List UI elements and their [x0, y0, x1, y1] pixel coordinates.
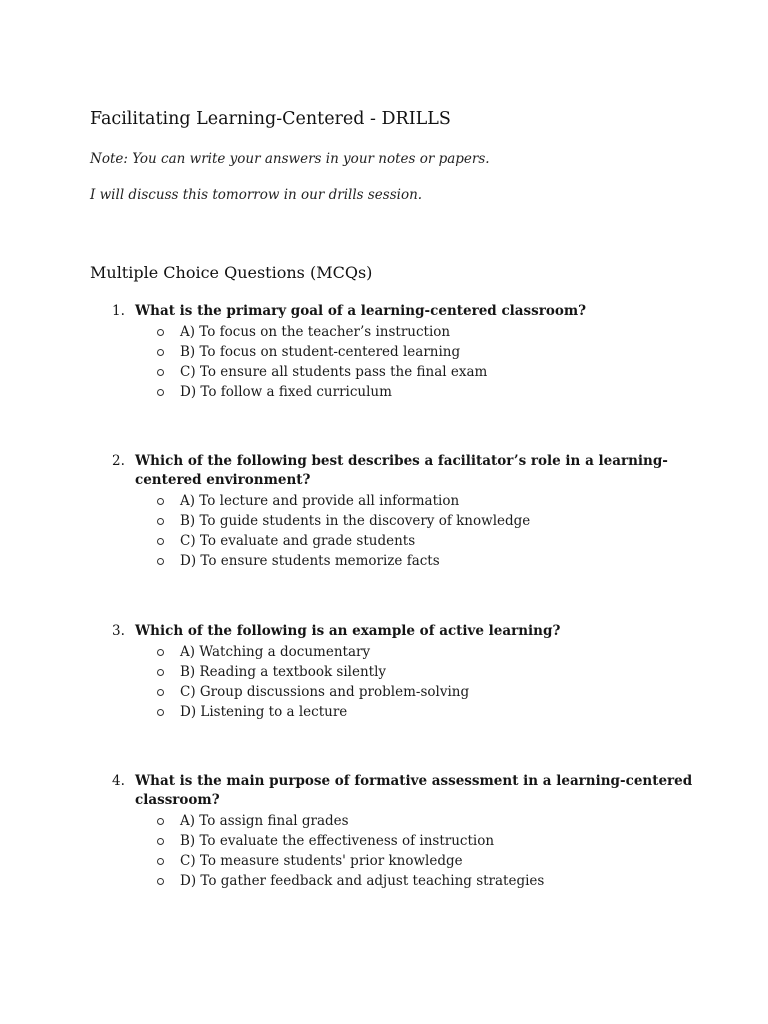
hollow-circle-bullet-icon — [157, 709, 164, 716]
question-3-stem — [90, 622, 730, 641]
question-1-option-b — [90, 342, 730, 362]
question-3-text: Which of the following is an example of active learning? — [135, 623, 561, 639]
hollow-circle-bullet-icon — [157, 558, 164, 565]
option-text: D) To follow a fixed curriculum — [180, 384, 392, 400]
hollow-circle-bullet-icon — [157, 878, 164, 885]
question-2 — [90, 452, 730, 571]
question-1-option-c — [90, 362, 730, 382]
question-2-option-c — [90, 531, 730, 551]
question-4-text: What is the main purpose of formative assessment in a learning-centered classroom? — [135, 773, 693, 808]
question-1-text: What is the primary goal of a learning-centered classroom? — [135, 303, 587, 319]
question-2-options — [90, 491, 730, 571]
question-1 — [90, 302, 730, 402]
question-4-option-b — [90, 831, 730, 851]
document-page — [90, 0, 730, 1024]
question-3-options — [90, 642, 730, 722]
question-3-number: 3. — [112, 623, 125, 639]
question-1-stem — [90, 302, 730, 321]
option-text: A) To focus on the teacher’s instruction — [180, 324, 451, 340]
option-text: B) To evaluate the effectiveness of instruction — [180, 833, 495, 849]
option-text: B) To focus on student-centered learning — [180, 344, 461, 360]
question-2-option-b — [90, 511, 730, 531]
question-4 — [90, 772, 730, 891]
option-text: C) To ensure all students pass the final exam — [180, 364, 488, 380]
question-2-text: Which of the following best describes a facilitator’s role in a learning-centered environment? — [135, 453, 668, 488]
option-text: D) Listening to a lecture — [180, 704, 348, 720]
question-2-option-d — [90, 551, 730, 571]
hollow-circle-bullet-icon — [157, 498, 164, 505]
option-text: C) To measure students' prior knowledge — [180, 853, 463, 869]
note-discussion: I will discuss this tomorrow in our drills session. — [90, 187, 423, 203]
question-2-number: 2. — [112, 453, 125, 469]
question-4-option-a — [90, 811, 730, 831]
question-4-number: 4. — [112, 773, 125, 789]
option-text: D) To ensure students memorize facts — [180, 553, 440, 569]
note-instructions: Note: You can write your answers in your notes or papers. — [90, 151, 490, 167]
option-text: C) To evaluate and grade students — [180, 533, 416, 549]
option-text: C) Group discussions and problem-solving — [180, 684, 470, 700]
hollow-circle-bullet-icon — [157, 858, 164, 865]
question-3-option-b — [90, 662, 730, 682]
option-text: A) To lecture and provide all information — [180, 493, 460, 509]
question-4-stem — [90, 772, 730, 810]
option-text: B) To guide students in the discovery of knowledge — [180, 513, 531, 529]
document-title: Facilitating Learning-Centered - DRILLS — [90, 109, 451, 129]
hollow-circle-bullet-icon — [157, 669, 164, 676]
question-3-option-c — [90, 682, 730, 702]
question-3-option-d — [90, 702, 730, 722]
question-2-stem — [90, 452, 730, 490]
hollow-circle-bullet-icon — [157, 838, 164, 845]
question-4-option-d — [90, 871, 730, 891]
hollow-circle-bullet-icon — [157, 349, 164, 356]
question-2-option-a — [90, 491, 730, 511]
question-1-options — [90, 322, 730, 402]
option-text: B) Reading a textbook silently — [180, 664, 387, 680]
hollow-circle-bullet-icon — [157, 818, 164, 825]
hollow-circle-bullet-icon — [157, 389, 164, 396]
hollow-circle-bullet-icon — [157, 369, 164, 376]
section-title-mcq: Multiple Choice Questions (MCQs) — [90, 263, 373, 282]
option-text: A) Watching a documentary — [180, 644, 371, 660]
hollow-circle-bullet-icon — [157, 329, 164, 336]
hollow-circle-bullet-icon — [157, 538, 164, 545]
question-1-number: 1. — [112, 303, 125, 319]
question-1-option-d — [90, 382, 730, 402]
question-4-option-c — [90, 851, 730, 871]
hollow-circle-bullet-icon — [157, 649, 164, 656]
option-text: D) To gather feedback and adjust teaching strategies — [180, 873, 545, 889]
option-text: A) To assign final grades — [180, 813, 349, 829]
question-3-option-a — [90, 642, 730, 662]
question-4-options — [90, 811, 730, 891]
question-3 — [90, 622, 730, 722]
hollow-circle-bullet-icon — [157, 518, 164, 525]
question-1-option-a — [90, 322, 730, 342]
hollow-circle-bullet-icon — [157, 689, 164, 696]
